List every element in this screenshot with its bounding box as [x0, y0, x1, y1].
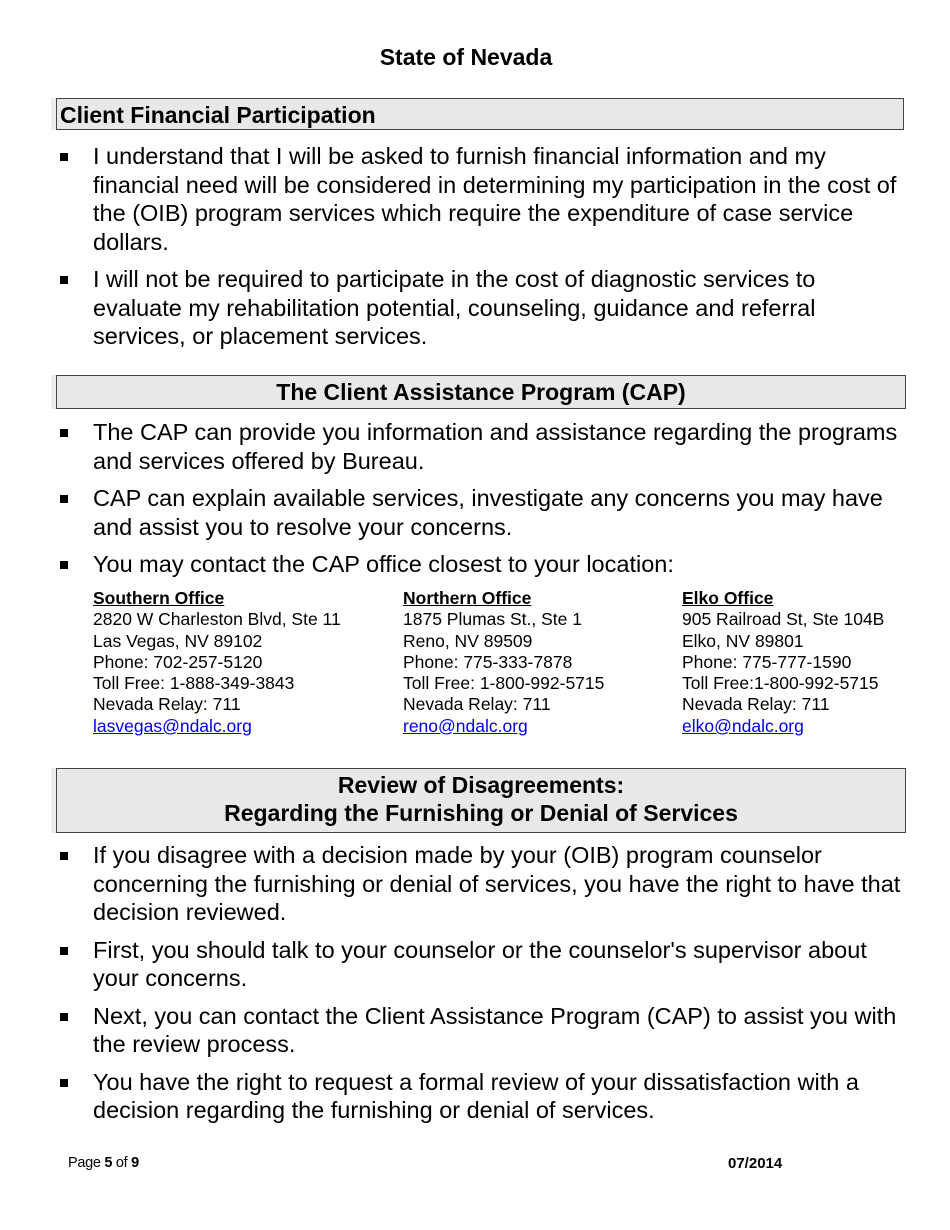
office-southern [93, 588, 341, 737]
list-item: First, you should talk to your counselor or the counselor's supervisor about your concerns. [56, 936, 906, 993]
office-relay: Nevada Relay: 711 [682, 694, 830, 715]
office-address-line2: Elko, NV 89801 [682, 630, 804, 651]
office-address-line1: 2820 W Charleston Blvd, Ste 11 [93, 609, 341, 630]
square-bullet-icon [60, 276, 68, 284]
list-item: If you disagree with a decision made by your (OIB) program counselor concerning the furnishing or denial of services, you have the right to have that decision reviewed. [56, 841, 906, 927]
section-heading-line1: Review of Disagreements: [337, 772, 625, 798]
list-item: You may contact the CAP office closest to your location: [56, 550, 906, 579]
office-elko [682, 588, 884, 737]
square-bullet-icon [60, 1079, 68, 1087]
square-bullet-icon [60, 1013, 68, 1021]
list-item: You have the right to request a formal review of your dissatisfaction with a decision regarding the furnishing or denial of services. [56, 1068, 906, 1125]
square-bullet-icon [60, 852, 68, 860]
list-item: I understand that I will be asked to furnish financial information and my financial need will be considered in determining my participation in the cost of the (OIB) program services which require the expenditure of case service dollars. [56, 142, 906, 256]
section-heading-financial-participation: Client Financial Participation [56, 98, 904, 130]
office-toll-free: Toll Free:1-800-992-5715 [682, 673, 879, 694]
office-address-line1: 905 Railroad St, Ste 104B [682, 609, 885, 630]
page-number: Page 5 of 9 [68, 1155, 139, 1171]
square-bullet-icon [60, 495, 68, 503]
office-name: Southern Office [93, 588, 225, 608]
cap-offices [93, 588, 923, 743]
office-toll-free: Toll Free: 1-888-349-3843 [93, 673, 295, 694]
square-bullet-icon [60, 947, 68, 955]
office-name: Elko Office [682, 588, 774, 608]
office-northern [403, 588, 604, 737]
office-email-link[interactable]: lasvegas@ndalc.org [93, 715, 252, 736]
section-heading-cap: The Client Assistance Program (CAP) [56, 375, 906, 409]
office-phone: Phone: 775-333-7878 [403, 651, 573, 672]
office-phone: Phone: 775-777-1590 [682, 651, 852, 672]
list-item: Next, you can contact the Client Assistance Program (CAP) to assist you with the review process. [56, 1002, 906, 1059]
square-bullet-icon [60, 153, 68, 161]
office-address-line1: 1875 Plumas St., Ste 1 [403, 609, 582, 630]
square-bullet-icon [60, 561, 68, 569]
financial-participation-list [56, 142, 906, 360]
cap-list [56, 418, 906, 588]
office-toll-free: Toll Free: 1-800-992-5715 [403, 673, 605, 694]
office-relay: Nevada Relay: 711 [403, 694, 551, 715]
list-item: The CAP can provide you information and assistance regarding the programs and services offered by Bureau. [56, 418, 906, 475]
square-bullet-icon [60, 429, 68, 437]
revision-date: 07/2014 [728, 1155, 783, 1172]
section-heading-review-of-disagreements [56, 768, 906, 833]
list-item: I will not be required to participate in the cost of diagnostic services to evaluate my rehabilitation potential, counseling, guidance and referral services, or placement services. [56, 265, 906, 351]
office-email-link[interactable]: reno@ndalc.org [403, 715, 528, 736]
page-title: State of Nevada [379, 44, 553, 70]
section-heading-line2: Regarding the Furnishing or Denial of Services [224, 800, 738, 826]
office-phone: Phone: 702-257-5120 [93, 651, 263, 672]
list-item: CAP can explain available services, investigate any concerns you may have and assist you to resolve your concerns. [56, 484, 906, 541]
office-relay: Nevada Relay: 711 [93, 694, 241, 715]
office-address-line2: Las Vegas, NV 89102 [93, 630, 263, 651]
office-address-line2: Reno, NV 89509 [403, 630, 533, 651]
office-email-link[interactable]: elko@ndalc.org [682, 715, 804, 736]
review-list [56, 841, 906, 1134]
office-name: Northern Office [403, 588, 532, 608]
